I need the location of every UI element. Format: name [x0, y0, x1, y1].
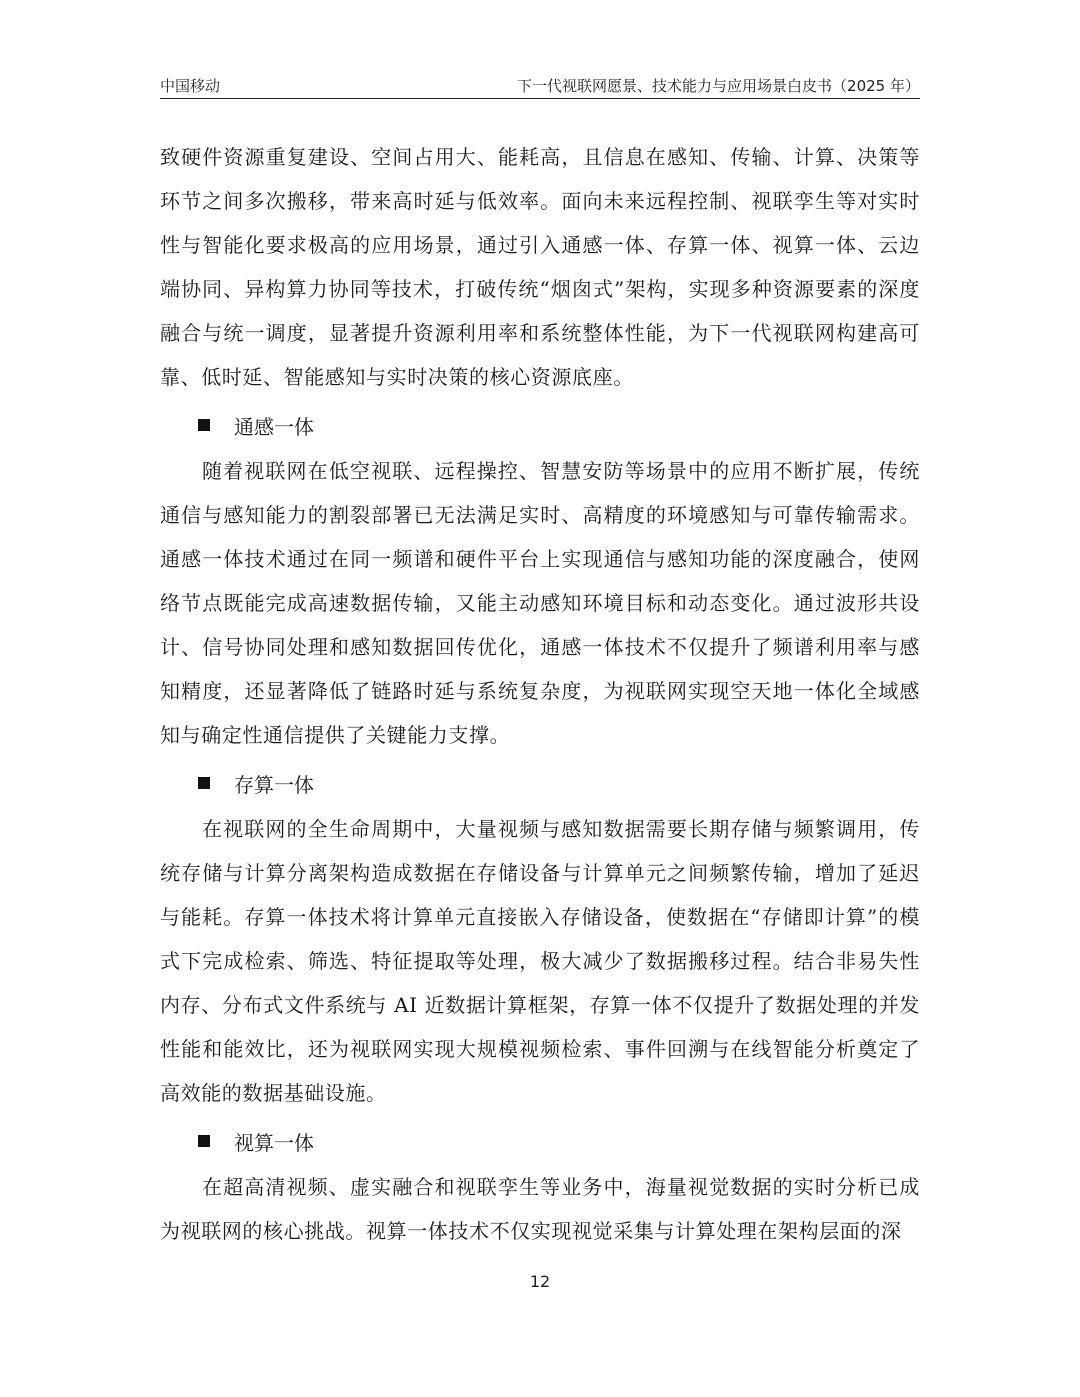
- square-bullet-icon: [198, 1135, 210, 1147]
- page-number: 12: [529, 1272, 551, 1291]
- section-paragraph-cunsuan: 在视联网的全生命周期中，大量视频与感知数据需要长期存储与频繁调用，传统存储与计算分离架构造成数据在存储设备与计算单元之间频繁传输，增加了延迟与能耗。存算一体技术将计算单元直接嵌入存储设备，使数据在“存储即计算”的模式下完成检索、筛选、特征提取等处理，极大减少了数据搬移过程。结合非易失性内存、分布式文件系统与 AI 近数据计算框架，存算一体不仅提升了数据处理的并发性能和能效比，还为视联网实现大规模视频检索、事件回溯与在线智能分析奠定了高效能的数据基础设施。: [160, 817, 920, 1105]
- section-heading-cunsuan: [160, 761, 920, 805]
- section-paragraph-tonggan: 随着视联网在低空视联、远程操控、智慧安防等场景中的应用不断扩展，传统通信与感知能力的割裂部署已无法满足实时、高精度的环境感知与可靠传输需求。通感一体技术通过在同一频谱和硬件平台上实现通信与感知功能的深度融合，使网络节点既能完成高速数据传输，又能主动感知环境目标和动态变化。通过波形共设计、信号协同处理和感知数据回传优化，通感一体技术不仅提升了频谱利用率与感知精度，还显著降低了链路时延与系统复杂度，为视联网实现空天地一体化全域感知与确定性通信提供了关键能力支撑。: [160, 459, 920, 747]
- section-heading-tonggan: [160, 403, 920, 447]
- header-document-title: 下一代视联网愿景、技术能力与应用场景白皮书（2025 年）: [517, 77, 920, 95]
- document-body: [160, 135, 920, 1253]
- section-heading-text: 通感一体: [234, 414, 314, 439]
- intro-paragraph: 致硬件资源重复建设、空间占用大、能耗高，且信息在感知、传输、计算、决策等环节之间多次搬移，带来高时延与低效率。面向未来远程控制、视联孪生等对实时性与智能化要求极高的应用场景，通过引入通感一体、存算一体、视算一体、云边端协同、异构算力协同等技术，打破传统“烟囱式”架构，实现多种资源要素的深度融合与统一调度，显著提升资源利用率和系统整体性能，为下一代视联网构建高可靠、低时延、智能感知与实时决策的核心资源底座。: [160, 145, 920, 389]
- square-bullet-icon: [198, 777, 210, 789]
- section-heading-text: 视算一体: [234, 1130, 314, 1155]
- square-bullet-icon: [198, 419, 210, 431]
- section-paragraph-shisuan: 在超高清视频、虚实融合和视联孪生等业务中，海量视觉数据的实时分析已成为视联网的核心挑战。视算一体技术不仅实现视觉采集与计算处理在架构层面的深: [160, 1175, 920, 1243]
- section-heading-text: 存算一体: [234, 772, 314, 797]
- section-heading-shisuan: [160, 1119, 920, 1163]
- header-organization: 中国移动: [160, 77, 221, 95]
- page-header: [160, 72, 920, 99]
